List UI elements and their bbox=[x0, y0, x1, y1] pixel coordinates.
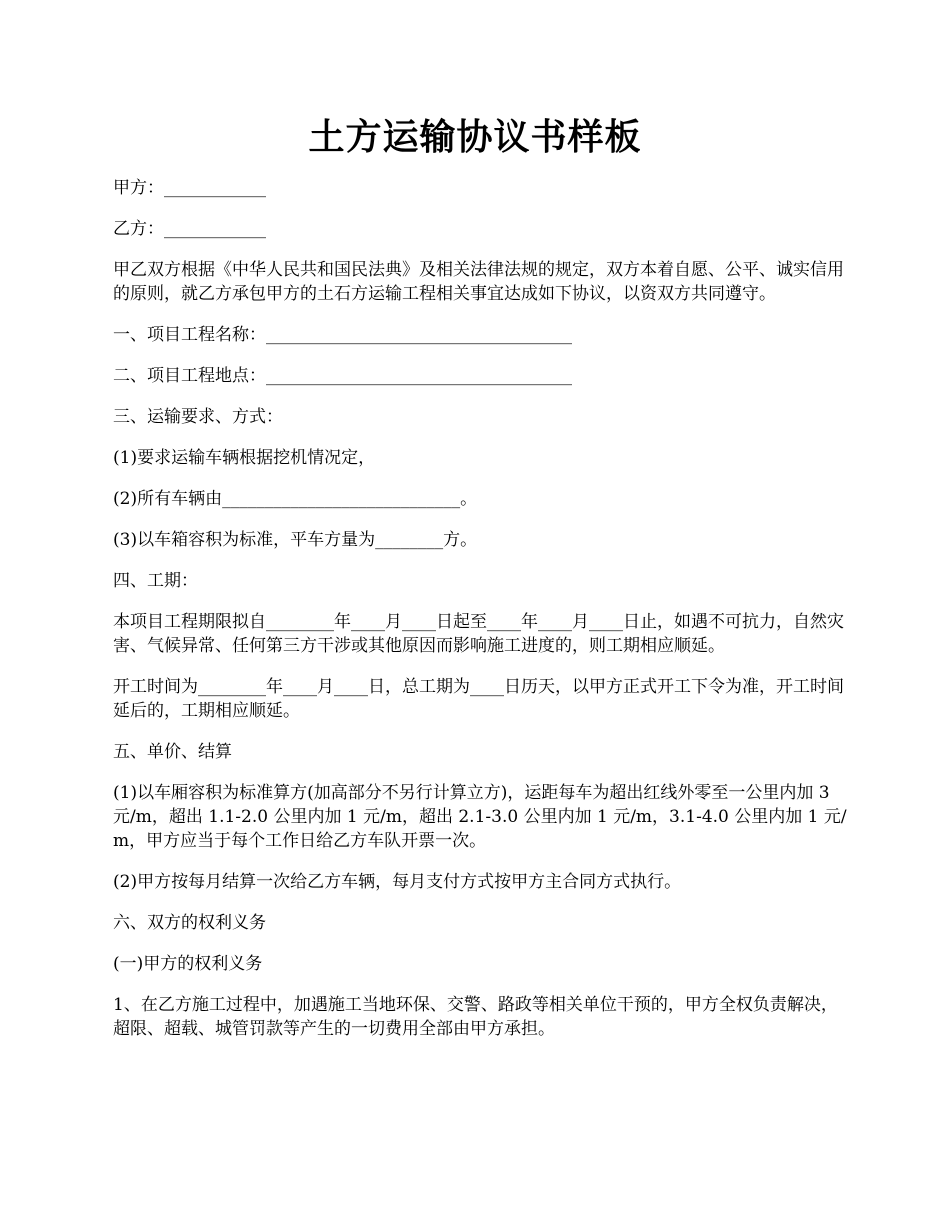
rights-subheading-a: (一)甲方的权利义务 bbox=[113, 954, 263, 974]
duration-paragraph-1: 本项目工程期限拟自________年____月____日起至____年____月____日止，如遇不可抗力，自然灾害、气候异常、任何第三方干涉或其他原因而影响施工进度的，则工期相应顺延。 bbox=[113, 612, 844, 656]
transport-item-1: (1)要求运输车辆根据挖机情况定， bbox=[113, 448, 376, 468]
section-project-name: 一、项目工程名称：____________________________________ bbox=[113, 325, 572, 345]
document-title: 土方运输协议书样板 bbox=[308, 116, 642, 158]
transport-item-2: (2)所有车辆由____________________________。 bbox=[113, 489, 478, 509]
party-b-line: 乙方：____________ bbox=[113, 219, 266, 239]
preamble-paragraph: 甲乙双方根据《中华人民共和国民法典》及相关法律法规的规定，双方本着自愿、公平、诚实信用的原则，就乙方承包甲方的土石方运输工程相关事宜达成如下协议，以资双方共同遵守。 bbox=[113, 260, 844, 304]
transport-item-3: (3)以车箱容积为标准，平车方量为________方。 bbox=[113, 530, 478, 550]
section-price-heading: 五、单价、结算 bbox=[113, 742, 232, 762]
section-project-location: 二、项目工程地点：____________________________________ bbox=[113, 366, 572, 386]
section-duration-heading: 四、工期： bbox=[113, 571, 198, 591]
price-item-1: (1)以车厢容积为标准算方(加高部分不另行计算立方)，运距每车为超出红线外零至一公里内加 3 元/m，超出 1.1-2.0 公里内加 1 元/m，超出 2.1-3.0 公里内加 1 元/m，3.1-4.0 公里内加 1 元/m，甲方应当于每个工作日给乙方车队开票一次。 bbox=[113, 783, 847, 851]
document-body bbox=[113, 176, 853, 1058]
section-transport-heading: 三、运输要求、方式： bbox=[113, 407, 283, 427]
section-rights-heading: 六、双方的权利义务 bbox=[113, 913, 266, 933]
price-item-2: (2)甲方按每月结算一次给乙方车辆，每月支付方式按甲方主合同方式执行。 bbox=[113, 872, 682, 892]
party-a-line: 甲方：____________ bbox=[113, 178, 266, 198]
rights-item-1: 1、在乙方施工过程中，加遇施工当地环保、交警、路政等相关单位干预的，甲方全权负责解决，超限、超载、城管罚款等产生的一切费用全部由甲方承担。 bbox=[113, 995, 838, 1039]
duration-paragraph-2: 开工时间为________年____月____日，总工期为____日历天，以甲方正式开工下令为准，开工时间延后的，工期相应顺延。 bbox=[113, 677, 844, 721]
